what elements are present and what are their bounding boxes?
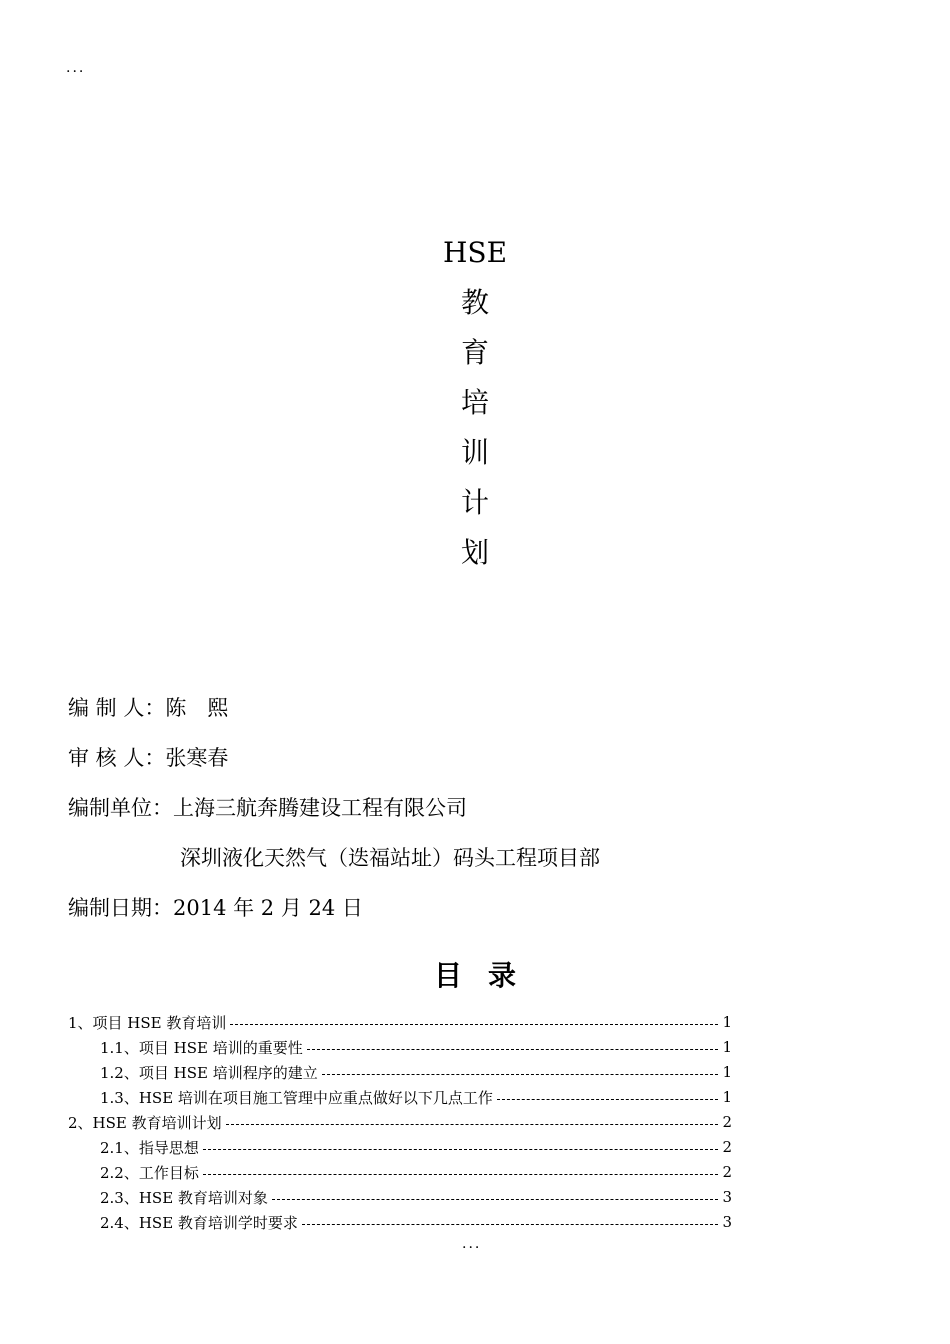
title-char: 划 xyxy=(460,536,489,569)
header-ellipsis: ... xyxy=(66,60,86,76)
toc-entry-page: 1 xyxy=(722,1013,732,1031)
footer-ellipsis: ... xyxy=(462,1236,482,1252)
toc-leader xyxy=(272,1199,719,1200)
reviewer-label: 审 核 人： xyxy=(68,746,166,770)
toc-entry-title: 1.3、HSE 培训在项目施工管理中应重点做好以下几点工作 xyxy=(100,1088,493,1107)
toc-leader xyxy=(226,1124,719,1125)
cover-title xyxy=(0,228,950,578)
toc-entry-title: 1、项目 HSE 教育培训 xyxy=(68,1013,227,1032)
toc-entry[interactable] xyxy=(100,1085,732,1109)
toc-entry[interactable] xyxy=(100,1035,732,1059)
toc-entry-page: 3 xyxy=(722,1188,732,1206)
toc-entry[interactable] xyxy=(68,1010,732,1034)
toc-entry-title: 2.3、HSE 教育培训对象 xyxy=(100,1188,268,1207)
toc-entry[interactable] xyxy=(100,1185,732,1209)
toc-entry-page: 2 xyxy=(722,1163,732,1181)
compiler-label: 编 制 人： xyxy=(68,696,166,720)
toc-entry-page: 1 xyxy=(722,1088,732,1106)
toc-leader xyxy=(307,1049,719,1050)
unit-label: 编制单位： xyxy=(68,796,173,820)
unit-line xyxy=(68,792,467,822)
toc-entry[interactable] xyxy=(100,1160,732,1184)
title-char: 育 xyxy=(460,336,489,369)
toc-leader xyxy=(203,1174,719,1175)
toc-entry-title: 1.2、项目 HSE 培训程序的建立 xyxy=(100,1063,318,1082)
toc-entry-page: 2 xyxy=(722,1138,732,1156)
toc-entry-title: 2.4、HSE 教育培训学时要求 xyxy=(100,1213,298,1232)
unit-value-line2: 深圳液化天然气（迭福站址）码头工程项目部 xyxy=(180,846,600,870)
toc-leader xyxy=(497,1099,719,1100)
title-char: 教 xyxy=(460,286,489,319)
date-line xyxy=(68,892,363,922)
toc-heading: 目录 xyxy=(433,959,542,992)
toc-entry[interactable] xyxy=(68,1110,732,1134)
compiler-value: 陈 熙 xyxy=(165,696,229,720)
toc-leader xyxy=(230,1024,718,1025)
toc-entry[interactable] xyxy=(100,1210,732,1234)
toc-entry-page: 1 xyxy=(722,1038,732,1056)
toc-entry[interactable] xyxy=(100,1060,732,1084)
toc-entry-title: 2、HSE 教育培训计划 xyxy=(68,1113,222,1132)
date-value: 2014 年 2 月 24 日 xyxy=(173,896,363,920)
toc-entry-page: 3 xyxy=(722,1213,732,1231)
toc-entry-page: 1 xyxy=(722,1063,732,1081)
toc-entry-title: 1.1、项目 HSE 培训的重要性 xyxy=(100,1038,303,1057)
toc-entry-title: 2.1、指导思想 xyxy=(100,1138,199,1157)
toc-leader xyxy=(302,1224,719,1225)
compiler-line xyxy=(68,692,228,722)
toc-entry[interactable] xyxy=(100,1135,732,1159)
title-char: HSE xyxy=(442,236,508,269)
toc-leader xyxy=(322,1074,719,1075)
reviewer-value: 张寒春 xyxy=(165,746,229,770)
date-label: 编制日期： xyxy=(68,896,173,920)
title-char: 培 xyxy=(460,386,489,419)
toc-leader xyxy=(203,1149,719,1150)
toc-entry-page: 2 xyxy=(722,1113,732,1131)
unit-value-line1: 上海三航奔腾建设工程有限公司 xyxy=(173,796,467,820)
reviewer-line xyxy=(68,742,228,772)
title-char: 计 xyxy=(460,486,489,519)
toc-entry-title: 2.2、工作目标 xyxy=(100,1163,199,1182)
title-char: 训 xyxy=(460,436,489,469)
